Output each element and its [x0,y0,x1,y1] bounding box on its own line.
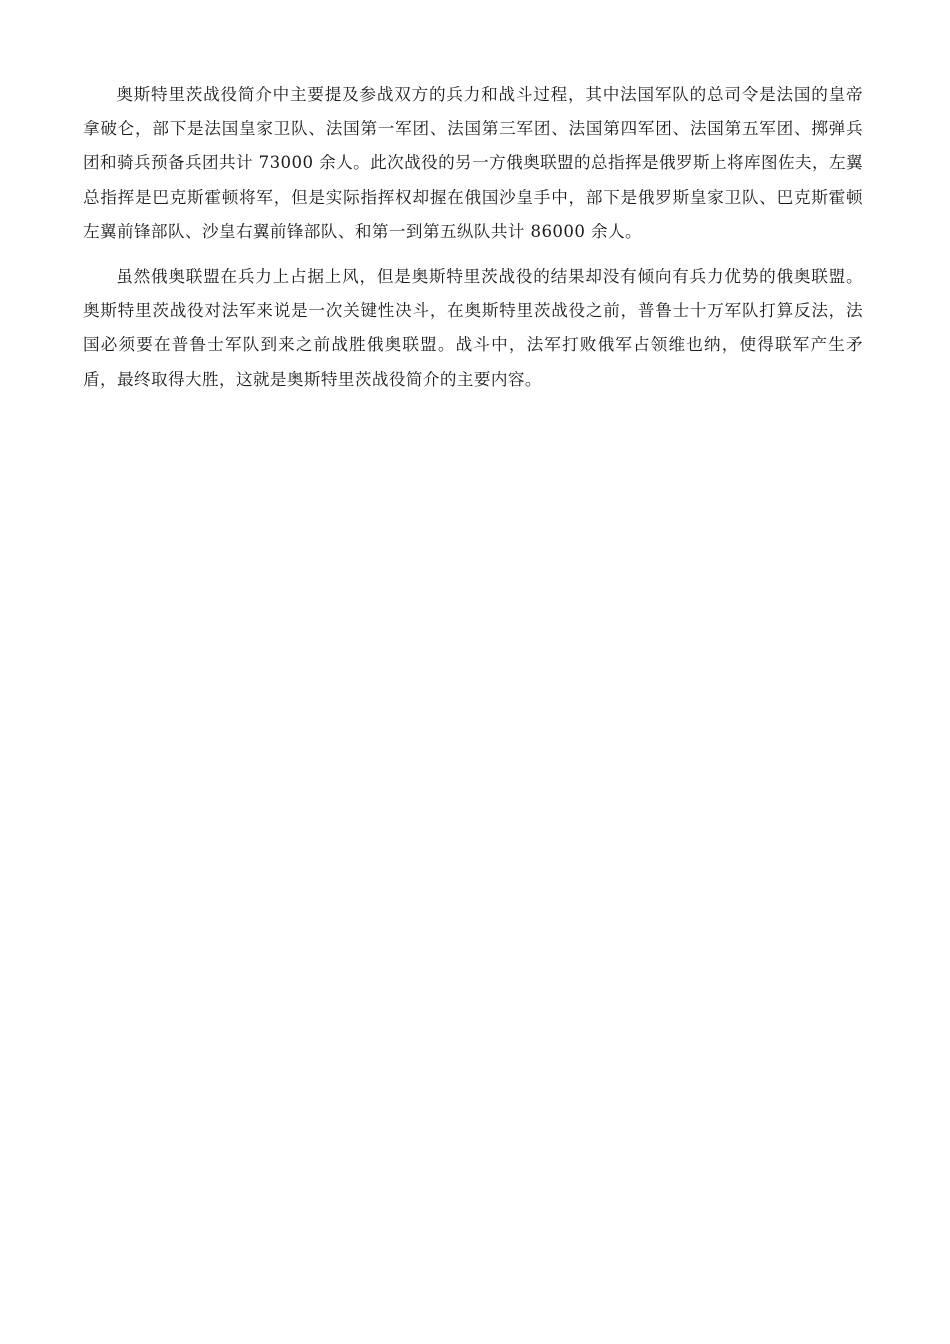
document-body [83,78,863,397]
paragraph-forces: 奥斯特里茨战役简介中主要提及参战双方的兵力和战斗过程，其中法国军队的总司令是法国的皇帝拿破仑，部下是法国皇家卫队、法国第一军团、法国第三军团、法国第四军团、法国第五军团、掷弹兵团和骑兵预备兵团共计 73000 余人。此次战役的另一方俄奥联盟的总指挥是俄罗斯上将库图佐夫，左翼总指挥是巴克斯霍顿将军，但是实际指挥权却握在俄国沙皇手中，部下是俄罗斯皇家卫队、巴克斯霍顿左翼前锋部队、沙皇右翼前锋部队、和第一到第五纵队共计 86000 余人。 [83,85,863,241]
paragraph-outcome: 虽然俄奥联盟在兵力上占据上风，但是奥斯特里茨战役的结果却没有倾向有兵力优势的俄奥联盟。奥斯特里茨战役对法军来说是一次关键性决斗，在奥斯特里茨战役之前，普鲁士十万军队打算反法，法国必须要在普鲁士军队到来之前战胜俄奥联盟。战斗中，法军打败俄军占领维也纳，使得联军产生矛盾，最终取得大胜，这就是奥斯特里茨战役简介的主要内容。 [83,267,863,389]
